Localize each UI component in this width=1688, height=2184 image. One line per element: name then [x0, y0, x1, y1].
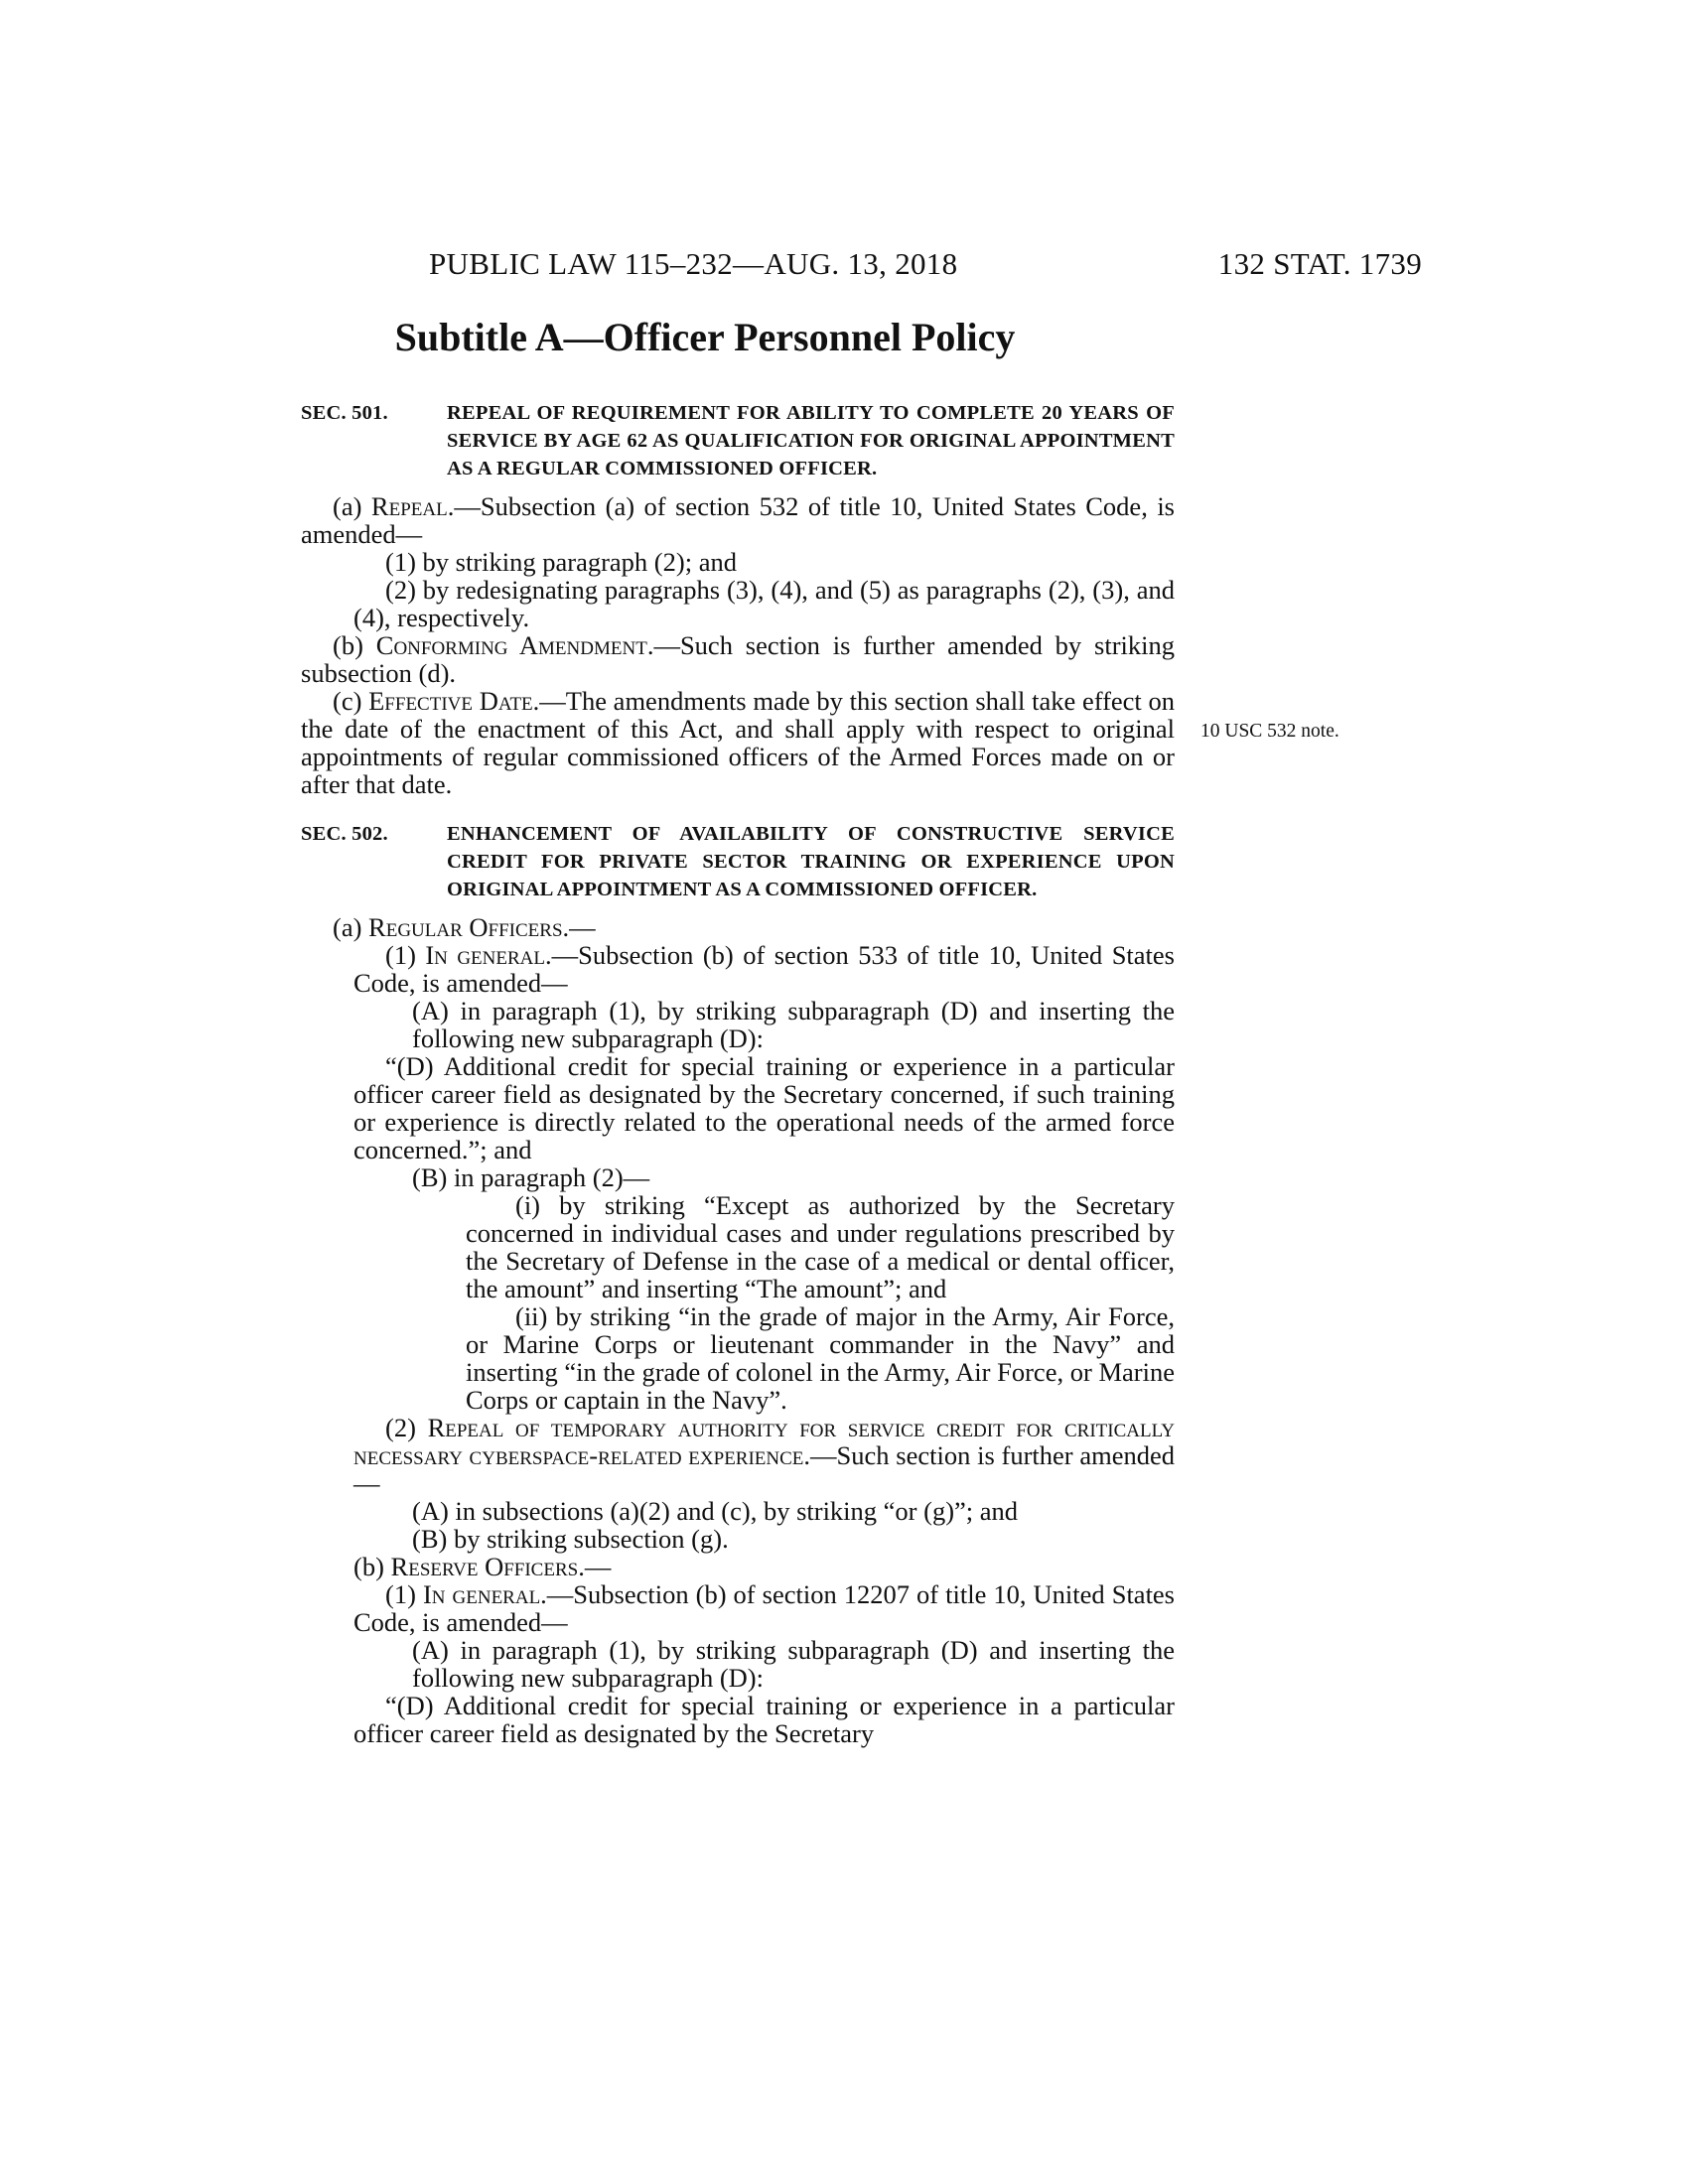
document-body	[301, 399, 1175, 1747]
section-heading-502	[301, 820, 1175, 903]
quoted-subparagraph: “(D) Additional credit for special training or experience in a particular officer career field as designated by the Secretary concerned, if such training or experience is directly related to the operational needs of the armed force concerned.”; and	[353, 1051, 1175, 1164]
subsection-heading: Reserve Officers	[390, 1552, 579, 1581]
subparagraph-A: (A) in paragraph (1), by striking subparagraph (D) and inserting the following new subparagraph (D):	[412, 1635, 1175, 1693]
paragraph-1: (1) by striking paragraph (2); and	[385, 547, 737, 577]
paragraph-heading: In general	[422, 1579, 541, 1609]
paragraph-heading: Repeal of temporary authority for service credit for critically necessary cyberspace-related experience	[353, 1413, 1176, 1470]
subparagraph-B: (B) in paragraph (2)—	[412, 1162, 650, 1192]
quoted-subparagraph: “(D) Additional credit for special training or experience in a particular officer career field as designated by the Secretary	[353, 1691, 1175, 1748]
subsection-a: (a) Repeal.—Subsection (a) of section 532 of title 10, United States Code, is amended—	[301, 491, 1175, 549]
running-head: PUBLIC LAW 115–232—AUG. 13, 2018	[429, 246, 958, 281]
section-title: ENHANCEMENT OF AVAILABILITY OF CONSTRUCTIVE SERVICE CREDIT FOR PRIVATE SECTOR TRAINING OR EXPERIENCE UPON ORIGINAL APPOINTMENT AS A COMMISSIONED OFFICER.	[447, 823, 1175, 900]
subsection-heading: Conforming Amendment	[375, 630, 647, 660]
subtitle-heading: Subtitle A—Officer Personnel Policy	[394, 315, 1016, 359]
paragraph-2: (2) Repeal of temporary authority for service credit for critically necessary cyberspace-related experience.—Such section is further amended—	[353, 1413, 1176, 1498]
margin-note: 10 USC 532 note.	[1200, 721, 1339, 742]
subsection-b: (b) Reserve Officers.—	[353, 1552, 612, 1581]
paragraph-2: (2) by redesignating paragraphs (3), (4), and (5) as paragraphs (2), (3), and (4), respectively.	[353, 575, 1175, 632]
page-header	[429, 246, 1422, 290]
subsection-a: (a) Regular Officers.—	[333, 912, 596, 942]
section-heading-501	[301, 399, 1175, 482]
subsection-heading: Regular Officers	[368, 912, 563, 942]
section-number: SEC. 502.	[301, 823, 388, 845]
subparagraph-A: (A) in paragraph (1), by striking subparagraph (D) and inserting the following new subparagraph (D):	[412, 996, 1175, 1053]
paragraph-1: (1) In general.—Subsection (b) of section 12207 of title 10, United States Code, is amended—	[353, 1579, 1175, 1637]
clause-ii: (ii) by striking “in the grade of major in the Army, Air Force, or Marine Corps or lieutenant commander in the Navy” and inserting “in the grade of colonel in the Army, Air Force, or Marine Corps or captain in the Navy”.	[466, 1301, 1175, 1415]
paragraph-heading: In general	[425, 940, 545, 970]
section-title: REPEAL OF REQUIREMENT FOR ABILITY TO COMPLETE 20 YEARS OF SERVICE BY AGE 62 AS QUALIFICATION FOR ORIGINAL APPOINTMENT AS A REGULAR COMMISSIONED OFFICER.	[447, 402, 1175, 479]
subparagraph-B: (B) by striking subsection (g).	[412, 1524, 729, 1554]
section-number: SEC. 501.	[301, 402, 388, 424]
subsection-b: (b) Conforming Amendment.—Such section is further amended by striking subsection (d).	[301, 630, 1176, 688]
subsection-c: (c) Effective Date.—The amendments made by this section shall take effect on the date of the enactment of this Act, and shall apply with respect to original appointments of regular commissioned officers of the Armed Forces made on or after that date.	[301, 686, 1175, 799]
subsection-heading: Repeal	[370, 491, 448, 521]
subsection-heading: Effective Date	[368, 686, 533, 716]
statute-page-number: 132 STAT. 1739	[1217, 246, 1422, 281]
subparagraph-A: (A) in subsections (a)(2) and (c), by striking “or (g)”; and	[412, 1496, 1019, 1526]
paragraph-1: (1) In general.—Subsection (b) of section 533 of title 10, United States Code, is amended—	[353, 940, 1175, 998]
clause-i: (i) by striking “Except as authorized by the Secretary concerned in individual cases and under regulations prescribed by the Secretary of Defense in the case of a medical or dental officer, the amount” and inserting “The amount”; and	[466, 1190, 1175, 1303]
